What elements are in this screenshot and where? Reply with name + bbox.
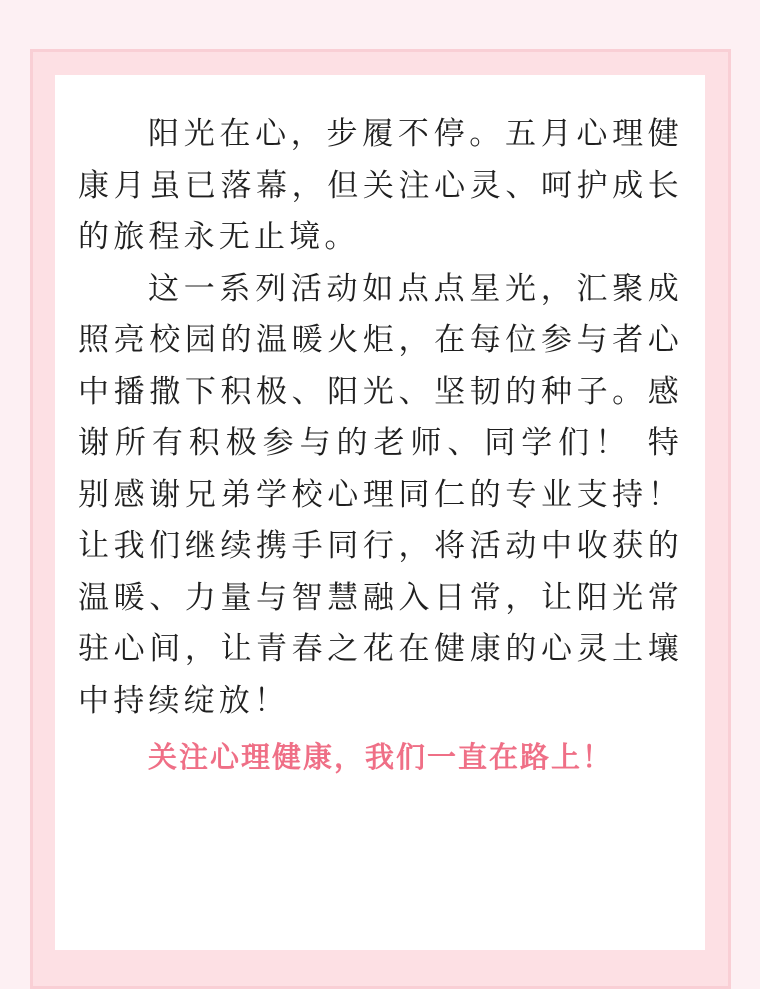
paragraph-closing-intro: 阳光在心，步履不停。五月心理健康月虽已落幕，但关注心灵、呵护成长的旅程永无止境。 — [78, 116, 683, 255]
article-card — [55, 75, 705, 950]
paragraph-thanks: 这一系列活动如点点星光，汇聚成照亮校园的温暖火炬，在每位参与者心中播撒下积极、阳光、坚韧的种子。感谢所有积极参与的老师、同学们！ 特别感谢兄弟学校心理同仁的专业支持！让我们继续携手同行，将活动中收获的温暖、力量与智慧融入日常，让阳光常驻心间，让青春之花在健康的心灵土壤中持续绽放！ — [78, 270, 683, 719]
slogan-text: 关注心理健康，我们一直在路上！ — [147, 740, 613, 774]
